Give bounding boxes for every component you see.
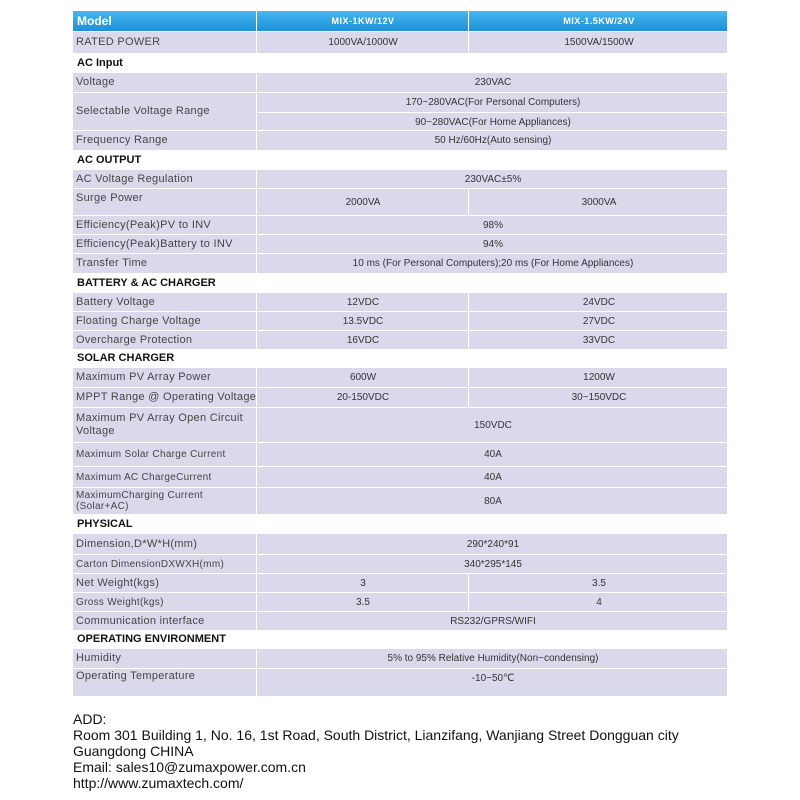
label-rated-power: RATED POWER — [76, 36, 161, 48]
value-voltage: 230VAC — [474, 77, 512, 88]
section-title-environment: OPERATING ENVIRONMENT — [77, 633, 226, 645]
label-overcharge: Overcharge Protection — [76, 333, 193, 346]
label-max-charging-line2: (Solar+AC) — [76, 501, 129, 512]
row-carton-dimension — [73, 554, 727, 573]
value-transfer-time: 10 ms (For Personal Computers);20 ms (For Home Appliances) — [352, 258, 634, 269]
spec-table — [73, 11, 727, 696]
row-overcharge — [73, 330, 727, 349]
value-operating-temperature: -10~50℃ — [471, 673, 515, 684]
label-efficiency-battery: Efficiency(Peak)Battery to INV — [76, 237, 233, 250]
row-voltage — [73, 72, 727, 92]
label-floating-charge: Floating Charge Voltage — [76, 314, 201, 327]
section-solar — [73, 349, 727, 367]
label-gross-weight: Gross Weight(kgs) — [76, 596, 164, 608]
row-dimension — [73, 533, 727, 554]
website-url: http://www.zumaxtech.com/ — [73, 775, 244, 791]
row-operating-temperature — [73, 668, 727, 696]
value-floating-charge-2: 27VDC — [582, 315, 616, 327]
row-ac-voltage-regulation — [73, 169, 727, 188]
row-frequency-range — [73, 130, 727, 150]
label-max-charging-current — [76, 488, 203, 514]
value-overcharge-1: 16VDC — [346, 334, 380, 346]
row-mppt-range — [73, 387, 727, 407]
label-max-ac-current: Maximum AC ChargeCurrent — [76, 471, 212, 483]
value-mppt-range-1: 20-150VDC — [336, 392, 390, 403]
value-rated-power-1: 1000VA/1000W — [328, 37, 398, 48]
email-text: Email: sales10@zumaxpower.com.cn — [73, 759, 306, 775]
label-transfer-time: Transfer Time — [76, 257, 148, 269]
row-rated-power — [73, 31, 727, 53]
value-gross-weight-1: 3.5 — [356, 596, 370, 608]
value-dimension: 290*240*91 — [466, 538, 520, 550]
value-overcharge-2: 33VDC — [582, 334, 616, 346]
value-net-weight-1: 3 — [360, 577, 366, 589]
row-efficiency-battery — [73, 234, 727, 253]
value-max-charging-current: 80A — [484, 495, 502, 507]
label-communication: Communication interface — [76, 614, 205, 627]
value-max-pv-power-1: 600W — [349, 372, 377, 383]
value-efficiency-pv: 98% — [482, 219, 503, 231]
row-max-solar-current — [73, 442, 727, 466]
value-range-appliances: 90~280VAC(For Home Appliances) — [258, 112, 728, 131]
label-max-solar-current: Maximum Solar Charge Current — [76, 449, 226, 460]
row-net-weight — [73, 573, 727, 592]
label-max-pv-power: Maximum PV Array Power — [76, 371, 211, 383]
address-line-1: Room 301 Building 1, No. 16, 1st Road, South District, Lianzifang, Wanjiang Street Dongguan city — [73, 727, 679, 743]
row-selectable-voltage-range — [73, 92, 727, 130]
table-header — [73, 11, 727, 31]
value-net-weight-2: 3.5 — [592, 577, 606, 589]
row-max-ac-current — [73, 466, 727, 487]
section-ac-input — [73, 53, 727, 72]
label-mppt-range: MPPT Range @ Operating Voltage — [76, 391, 257, 403]
section-battery — [73, 273, 727, 292]
section-title-physical: PHYSICAL — [77, 517, 133, 530]
value-battery-voltage-2: 24VDC — [582, 296, 616, 308]
section-title-battery: BATTERY & AC CHARGER — [77, 276, 216, 289]
label-ac-voltage-regulation: AC Voltage Regulation — [76, 172, 193, 185]
row-max-pv-power — [73, 367, 727, 387]
value-open-circuit: 150VDC — [474, 419, 512, 431]
section-title-solar: SOLAR CHARGER — [77, 352, 175, 364]
label-efficiency-pv: Efficiency(Peak)PV to INV — [76, 218, 212, 231]
value-max-solar-current: 40A — [484, 449, 502, 460]
label-carton-dimension: Carton DimensionDXWXH(mm) — [76, 558, 225, 570]
value-ac-voltage-regulation: 230VAC±5% — [464, 173, 522, 185]
label-frequency-range: Frequency Range — [76, 134, 168, 146]
label-open-circuit-line1: Maximum PV Array Open Circuit — [76, 412, 244, 424]
section-title-ac-input: AC Input — [77, 56, 123, 69]
label-dimension: Dimension,D*W*H(mm) — [76, 537, 198, 550]
section-environment — [73, 630, 727, 648]
value-frequency-range: 50 Hz/60Hz(Auto sensing) — [434, 135, 552, 146]
label-open-circuit — [76, 408, 243, 442]
contact-block — [73, 711, 679, 791]
row-transfer-time — [73, 253, 727, 273]
section-physical — [73, 514, 727, 533]
label-selectable-voltage-range: Selectable Voltage Range — [76, 105, 210, 117]
address-line-2: Guangdong CHINA — [73, 743, 194, 759]
value-surge-power-2: 3000VA — [581, 196, 617, 208]
label-max-charging-line1: MaximumCharging Current — [76, 490, 203, 501]
value-floating-charge-1: 13.5VDC — [342, 315, 384, 327]
value-mppt-range-2: 30~150VDC — [571, 392, 627, 403]
value-communication: RS232/GPRS/WIFI — [450, 615, 536, 627]
label-voltage: Voltage — [76, 76, 115, 88]
section-ac-output — [73, 150, 727, 169]
label-operating-temperature: Operating Temperature — [76, 670, 196, 682]
value-max-ac-current: 40A — [484, 471, 502, 483]
label-battery-voltage: Battery Voltage — [76, 295, 156, 308]
value-humidity: 5% to 95% Relative Humidity(Non~condensing) — [387, 653, 599, 664]
row-floating-charge — [73, 311, 727, 330]
row-efficiency-pv — [73, 215, 727, 234]
row-max-charging-current — [73, 487, 727, 514]
label-humidity: Humidity — [76, 652, 122, 664]
row-battery-voltage — [73, 292, 727, 311]
value-efficiency-battery: 94% — [482, 238, 503, 250]
label-surge-power: Surge Power — [76, 192, 143, 204]
row-humidity — [73, 648, 727, 668]
address-heading: ADD: — [73, 711, 107, 727]
value-surge-power-1: 2000VA — [345, 196, 381, 208]
row-surge-power — [73, 188, 727, 215]
row-gross-weight — [73, 592, 727, 611]
value-max-pv-power-2: 1200W — [583, 372, 615, 383]
section-title-ac-output: AC OUTPUT — [77, 153, 142, 166]
row-open-circuit — [73, 407, 727, 442]
header-model-1kw: MIX-1KW/12V — [331, 16, 395, 26]
value-battery-voltage-1: 12VDC — [346, 296, 380, 308]
label-net-weight: Net Weight(kgs) — [76, 576, 160, 589]
value-rated-power-2: 1500VA/1500W — [564, 37, 634, 48]
header-model-1-5kw: MIX-1.5KW/24V — [563, 16, 635, 26]
value-range-computers: 170~280VAC(For Personal Computers) — [405, 97, 581, 108]
row-communication — [73, 611, 727, 630]
header-model: Model — [77, 14, 112, 28]
label-open-circuit-line2: Voltage — [76, 425, 115, 437]
value-carton-dimension: 340*295*145 — [464, 558, 522, 570]
value-gross-weight-2: 4 — [596, 596, 602, 608]
